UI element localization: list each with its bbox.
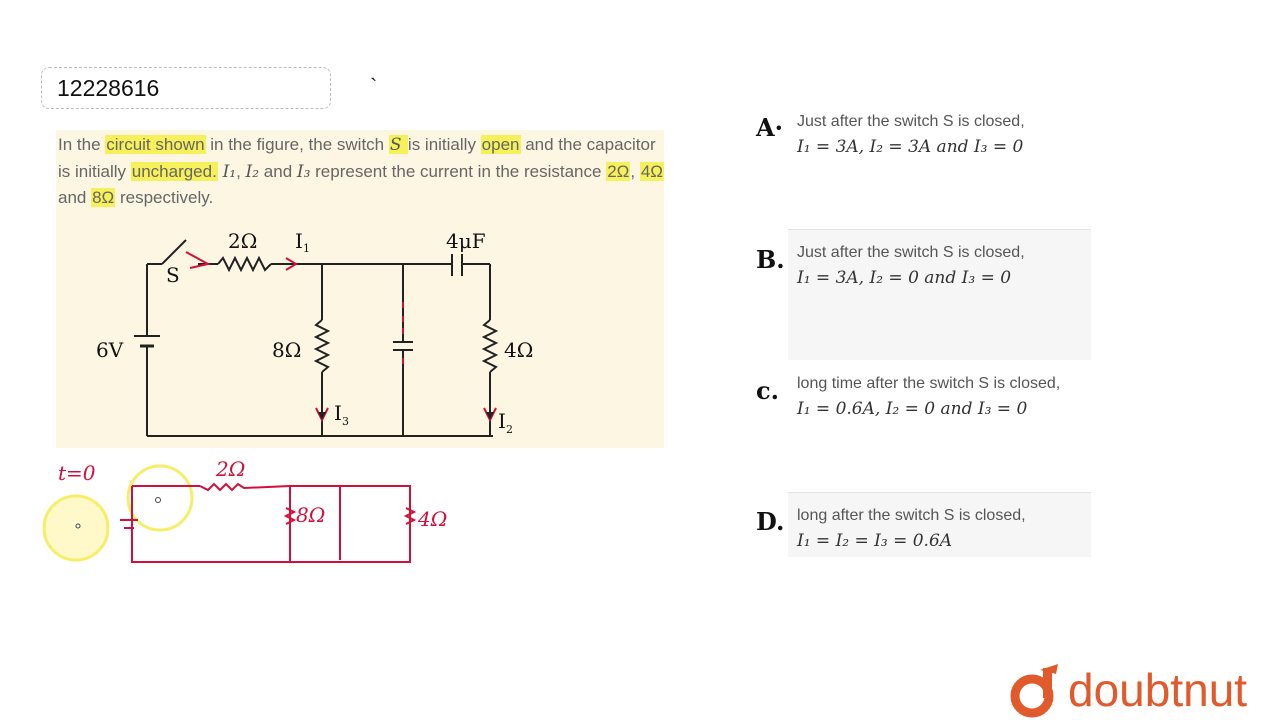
question-id: 12228616 [57, 74, 160, 101]
option-b-letter: B. [756, 245, 785, 274]
option-b-line1[interactable]: Just after the switch S is closed, [797, 244, 1025, 261]
label-battery: 6V [96, 338, 124, 362]
option-b-line2[interactable]: I₁ = 3A, I₂ = 0 and I₃ = 0 [797, 268, 1012, 288]
label-i2: I [498, 409, 506, 433]
label-i3: I [334, 401, 342, 425]
option-a-letter: A· [756, 113, 783, 142]
sketch-t0: t=0 [58, 461, 96, 485]
sketch-4ohm: 4Ω [418, 507, 448, 531]
doubtnut-logo [1010, 662, 1247, 718]
label-switch: S [166, 263, 180, 287]
option-d-line2[interactable]: I₁ = I₂ = I₃ = 0.6A [797, 531, 953, 551]
option-c-line1[interactable]: long time after the switch S is closed, [797, 375, 1061, 392]
sketch-8ohm: 8Ω [296, 503, 326, 527]
label-i1: I [295, 229, 303, 253]
option-c-letter: c. [756, 376, 779, 405]
question-text: In the circuit shown in the figure, the switch S is initially open and the capacitor is initially uncharged. I₁, I₂ and I₃ represent the current in the resistance 2Ω, 4Ω and 8Ω respectively. [58, 135, 663, 207]
circuit-diagram [90, 224, 560, 446]
question-id-box [41, 67, 331, 109]
stray-mark: ` [370, 74, 378, 99]
option-d-letter: D. [756, 507, 785, 536]
option-a-line2[interactable]: I₁ = 3A, I₂ = 3A and I₃ = 0 [797, 137, 1024, 157]
doubtnut-logo-icon [1010, 662, 1062, 718]
label-2ohm: 2Ω [228, 229, 258, 253]
label-4ohm: 4Ω [504, 338, 534, 362]
option-a-line1[interactable]: Just after the switch S is closed, [797, 113, 1025, 130]
option-d-line1[interactable]: long after the switch S is closed, [797, 507, 1026, 524]
option-c-line2[interactable]: I₁ = 0.6A, I₂ = 0 and I₃ = 0 [797, 399, 1028, 419]
label-i2-sub: 2 [506, 423, 513, 436]
pointer-highlight [44, 496, 108, 560]
sketch-2ohm: 2Ω [216, 457, 246, 481]
brand-name: doubtnut [1068, 664, 1248, 716]
label-i1-sub: 1 [303, 242, 310, 255]
label-4uF: 4μF [446, 229, 486, 253]
label-i3-sub: 3 [342, 415, 349, 428]
handwritten-sketch [40, 452, 480, 572]
label-8ohm: 8Ω [272, 338, 302, 362]
